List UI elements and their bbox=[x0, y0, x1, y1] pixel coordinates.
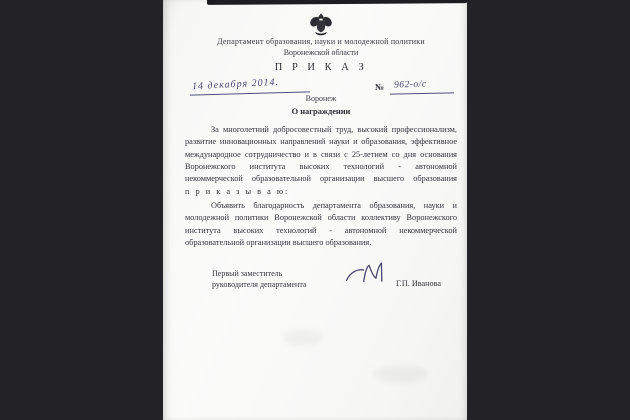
order-body-text bbox=[185, 124, 457, 249]
doc-type-title: П Р И К А З bbox=[274, 62, 368, 73]
paper-top-shadow-edge bbox=[207, 0, 470, 5]
body-line: некоммерческой образовательной организации высшего образования bbox=[185, 174, 457, 184]
number-sign-label: № bbox=[375, 82, 385, 92]
voronezh-oblast-coat-of-arms-icon bbox=[306, 13, 336, 36]
subject-heading: О награждении bbox=[291, 107, 351, 116]
scan-smudge bbox=[373, 365, 428, 383]
city-label: Воронеж bbox=[305, 94, 337, 103]
signatory-position-line2: руководителя департамента bbox=[212, 279, 307, 289]
decree-word-line: п р и к а з ы в а ю: bbox=[185, 186, 290, 196]
scanned-document-page bbox=[163, 0, 467, 420]
body-line: института высоких технологий - автономной некоммерческой bbox=[185, 225, 457, 235]
body-line: развитие инновационных направлений науки и образования, эффективное bbox=[185, 137, 457, 147]
handwritten-number: 962-о/с bbox=[393, 79, 427, 91]
scan-smudge bbox=[283, 330, 323, 346]
paragraph-resolution bbox=[185, 200, 457, 249]
paragraph-preamble bbox=[185, 124, 457, 198]
body-line: образовательной организации высшего образования. bbox=[185, 238, 372, 248]
handwritten-date: 14 декабря 2014. bbox=[191, 76, 280, 93]
body-line: молодежной политики Воронежской области коллективу Воронежского bbox=[185, 213, 457, 223]
org-name-line1: Департамент образования, науки и молодежной политики bbox=[217, 37, 425, 46]
handwritten-signature-icon bbox=[338, 256, 399, 292]
body-line: международное сотрудничество и в связи с 25-летием со дня основания bbox=[185, 149, 457, 159]
body-line: Объявить благодарность департамента образования, науки и bbox=[211, 201, 457, 211]
body-line: Воронежского института высоких технологий - автономной bbox=[185, 162, 457, 172]
body-line: За многолетний добросовестный труд, высокий профессионализм, bbox=[211, 125, 457, 134]
signatory-position bbox=[212, 269, 306, 291]
signatory-position-line1: Первый заместитель bbox=[212, 269, 283, 278]
org-name-line2: Воронежской области bbox=[283, 48, 359, 57]
signatory-name: Г.П. Иванова bbox=[396, 279, 442, 288]
